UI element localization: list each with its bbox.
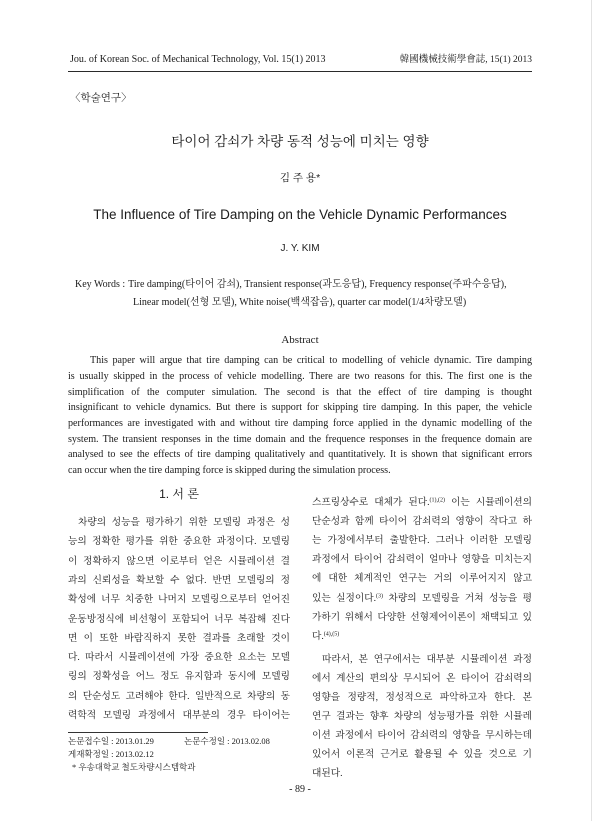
footnote-rule <box>68 732 208 733</box>
journal-header-ko: 韓國機械技術學會誌, 15(1) 2013 <box>399 55 532 65</box>
abstract-line: insignificant to vehicle dynamics. But there is support for skipping tire damping. In this paper, the vehicle <box>68 402 532 413</box>
abstract-line: analysed to see the effects of tire damping qualitatively and quantitatively. It is shown that significant errors <box>68 449 532 460</box>
citation-reference: (4),(5) <box>323 631 340 638</box>
right-column-line: 과정에서 타이어 감쇠력이 얼마나 영향을 미치는지 <box>312 554 532 565</box>
left-column-line: 이 정확하지 않으면 이로부터 얻은 시뮬레이션 결 <box>68 556 290 567</box>
article-category: 〈학술연구〉 <box>70 92 132 104</box>
author-korean: 김 주 용* <box>279 172 321 184</box>
left-column-line: 면 이 또한 바람직하지 못한 결과를 초래할 것이 <box>68 633 290 644</box>
citation-reference: (3) <box>376 593 384 600</box>
right-column-line: 대된다. <box>312 768 343 779</box>
line-text: 차량의 모델링을 거쳐 성능을 평 <box>383 593 532 604</box>
title-english: The Influence of Tire Damping on the Vehicle Dynamic Performances <box>93 207 507 222</box>
line-text: 있는 실정이다. <box>312 593 377 604</box>
left-column-line: 능의 정확한 평가를 위한 중요한 과정이다. 모델링 <box>68 536 290 547</box>
right-column-line: 영향을 정량적, 정성적으로 파악하고자 한다. 본 <box>312 692 532 703</box>
right-column-line: 는 가정에서부터 출발한다. 그러나 이러한 모델링 <box>312 535 532 546</box>
left-column-line: 운동방정식에 비선형이 포함되어 너무 복잡해 진다 <box>68 614 290 625</box>
page-number: - 89 - <box>289 784 311 795</box>
right-column-line: 이션 과정에서 타이어 감쇠력의 영향을 무시하는데 <box>312 730 532 741</box>
left-column-line: 의 단순성도 고려해야 한다. 일반적으로 차량의 동 <box>68 691 290 702</box>
right-column-line: 에서 계산의 편의상 무시되어 온 타이어 감쇠력의 <box>312 673 532 684</box>
right-column-line: 에 대한 체계적인 연구는 거의 이루어지지 않고 <box>312 573 532 584</box>
citation-reference: (1),(2) <box>429 497 445 504</box>
footnote-revised-date: 논문수정일 : 2013.02.08 <box>184 736 270 746</box>
scan-edge-line <box>591 0 592 821</box>
right-column-line: 가하기 위해서 다양한 선형제어이론이 채택되고 있 <box>312 612 532 623</box>
title-korean: 타이어 감쇠가 차량 동적 성능에 미치는 영향 <box>171 134 429 149</box>
keywords-label: Key Words : <box>75 279 126 290</box>
line-text: 다. <box>312 631 324 642</box>
header-rule <box>68 71 532 72</box>
keywords-text-1: Tire damping(타이어 감쇠), Transient response(과도응답), Frequency response(주파수응답), <box>128 279 507 290</box>
left-column-line: 력학적 모델링 과정에서 대부분의 경우 타이어는 <box>68 710 290 721</box>
abstract-line: system. The transient responses in the time domain and the frequence responses in the frequence domain are <box>68 434 532 445</box>
keywords-line-2: Linear model(선형 모델), White noise(백색잡음), quarter car model(1/4차량모델) <box>133 297 467 308</box>
left-column-line: 링의 정확성을 어느 정도 유지함과 동시에 모델링 <box>68 671 290 682</box>
right-column-line: 따라서, 본 연구에서는 대부분 시뮬레이션 과정 <box>322 654 532 665</box>
line-text: 스프링상수로 대체가 된다. <box>312 497 430 508</box>
right-column-line <box>312 497 532 509</box>
keywords-line-1 <box>75 279 507 291</box>
abstract-line: is usually skipped in the process of vehicle modelling. There are two reasons for this. The first one is the <box>68 371 532 382</box>
footnote-received-date: 논문접수일 : 2013.01.29 <box>68 736 154 746</box>
right-column-line: 연구 결과는 향후 차량의 성능평가를 위한 시뮬레 <box>312 711 532 722</box>
right-column-line <box>312 631 532 643</box>
author-english: J. Y. KIM <box>280 243 320 254</box>
abstract-line: performances are investigated with and without tire damping force applied in the dynamic modelling of the <box>68 418 532 429</box>
section-heading-introduction: 1. 서 론 <box>159 487 199 501</box>
footnote-accepted-date: 게재확정일 : 2013.02.12 <box>68 749 154 759</box>
right-column-line: 있어서 이론적 근거로 활용될 수 있을 것으로 기 <box>312 749 532 760</box>
line-text: 이는 시뮬레이션의 <box>445 497 532 508</box>
abstract-line: This paper will argue that tire damping can be critical to modelling of vehicle dynamic. Tire damping <box>90 355 532 366</box>
abstract-heading: Abstract <box>281 334 319 346</box>
left-column-line: 다. 따라서 시뮬레이션에 가장 중요한 요소는 모델 <box>68 652 290 663</box>
journal-header-en: Jou. of Korean Soc. of Mechanical Technology, Vol. 15(1) 2013 <box>70 54 326 65</box>
abstract-line: can occur when the tire damping force is skipped during the simulation process. <box>68 465 391 476</box>
left-column-line: 확성에 너무 치중한 나머지 모델링으로부터 얻어진 <box>68 594 290 605</box>
left-column-line: 차량의 성능을 평가하기 위한 모델링 과정은 성 <box>78 517 290 528</box>
left-column-line: 과의 신뢰성을 확보할 수 없다. 반면 모델링의 정 <box>68 575 290 586</box>
abstract-line: simplification of the computer simulation. The second is that the effect of tire damping is thought <box>68 387 532 398</box>
right-column-line: 단순성과 함께 타이어 감쇠력의 영향이 작다고 하 <box>312 516 532 527</box>
footnote-affiliation: * 우송대학교 철도차량시스템학과 <box>72 762 196 772</box>
right-column-line <box>312 593 532 605</box>
